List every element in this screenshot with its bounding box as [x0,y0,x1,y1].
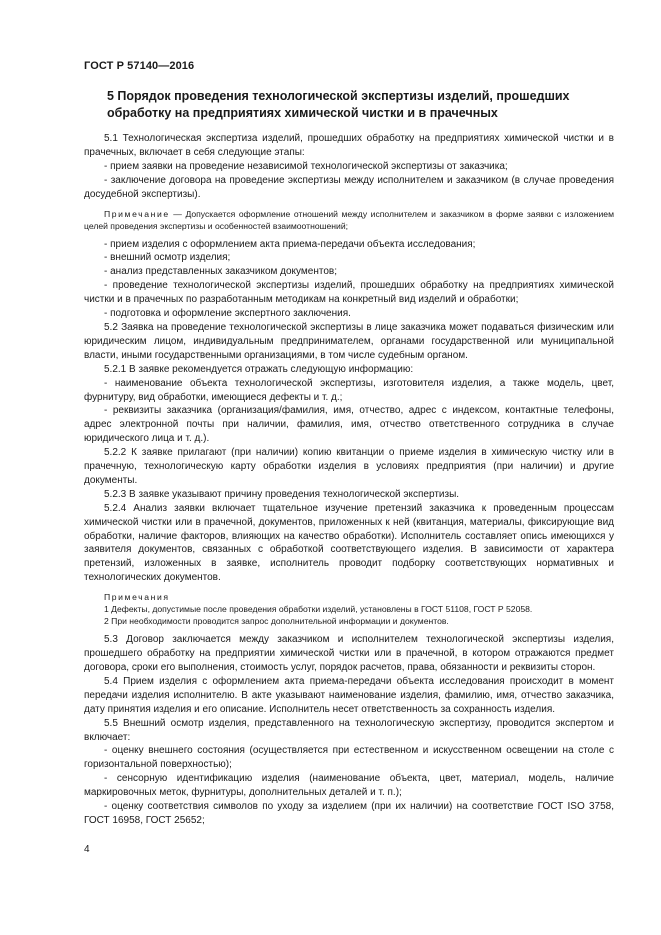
list-item: - подготовка и оформление экспертного заключения. [104,308,351,320]
list-item: - прием заявки на проведение независимой технологической экспертизы от заказчика; [104,160,508,172]
paragraph-5-2-4: 5.2.4 Анализ заявки включает тщательное изучение претензий заказчика к проведенным процессам химической чистки или в прачечной, документов, приложенных к ней (квитанция, материалы, фиксирующие вид обработки, наличие факторов, влияющих на качество обработки). Исполнитель составляет опись имеющихся у заявителя документов, связанных с обработкой соответствующего изделия. В зависимости от характера претензий, изложенных в заявке, исполнитель проводит подборку соответствующих нормативных и технологических документов. [84,502,614,584]
notes-block [84,591,614,627]
paragraph-5-3: 5.3 Договор заключается между заказчиком и исполнителем технологической экспертизы изделия, прошедшего обработку на предприятии химической чистки или в прачечной, в котором отражаются предмет договора, сроки его выполнения, стоимость услуг, порядок расчетов, права, обязанности и реквизиты сторон. [84,634,614,673]
paragraph-5-2-2: 5.2.2 К заявке прилагают (при наличии) копию квитанции о приеме изделия в химическую чистку или в прачечную, технологическую карту обработки изделия в условиях предприятия (при наличии) и другие документы. [84,447,614,486]
paragraph-5-5: 5.5 Внешний осмотр изделия, представленного на технологическую экспертизу, проводится экспертом и включает: [84,717,614,743]
section-title: 5 Порядок проведения технологической экспертизы изделий, прошедших обработку на предприятиях химической чистки и в прачечных [107,89,570,120]
note-1 [84,208,614,232]
list-item: - проведение технологической экспертизы изделий, прошедших обработку на предприятиях химической чистки и в прачечных по разработанным методикам на конкретный вид изделий и обработки; [84,280,614,306]
paragraph-5-2-3: 5.2.3 В заявке указывают причину проведения технологической экспертизы. [104,488,460,500]
paragraph-5-1: 5.1 Технологическая экспертиза изделий, прошедших обработку на предприятиях химической чистки и в прачечных, включает в себя следующие этапы: [84,133,614,158]
notes-label: Примечания [104,592,170,603]
list-item: - наименование объекта технологической экспертизы, изготовителя изделия, а также модель, цвет, фурнитуру, вид обработки, имеющиеся дефекты и т. д.; [84,377,614,403]
list-item: - оценку внешнего состояния (осуществляется при естественном и искусственном освещении на столе с горизонтальной поверхностью); [84,745,614,771]
notes-heading [84,591,614,603]
list-item: - заключение договора на проведение экспертизы между исполнителем и заказчиком (в случае проведения досудебной экспертизы). [84,174,614,200]
paragraph-5-4: 5.4 Прием изделия с оформлением акта приема-передачи объекта исследования происходит в момент передачи изделия исполнителю. В акте указывают наименование изделия, фамилию, имя, отчество заказчика, дату принятия изделия и его описание. Исполнитель несет ответственность за сохранность изделия. [84,675,614,715]
list-item: - сенсорную идентификацию изделия (наименование объекта, цвет, материал, модель, наличие маркировочных меток, фурнитуры, дополнительных деталей и т. п.); [84,773,614,799]
page-number: 4 [84,844,90,855]
paragraph-5-2: 5.2 Заявка на проведение технологической экспертизы в лице заказчика может подаваться физическим или юридическим лицом, индивидуальным предпринимателем, органами государственной или муниципальной власти, иными государственными организациями, в том числе судебным органом. [84,321,614,361]
list-item: - реквизиты заказчика (организация/фамилия, имя, отчество, адрес с индексом, контактные телефоны, адрес электронной почты при наличии, фамилия, имя, отчество ответственного сотрудника в случае юридического лица и т. д.). [84,405,614,445]
paragraph-5-2-1: 5.2.1 В заявке рекомендуется отражать следующую информацию: [104,363,414,375]
note-label: Примечание [104,208,170,219]
list-item: - анализ представленных заказчиком документов; [104,266,338,278]
list-item: - оценку соответствия символов по уходу за изделием (при их наличии) на соответствие ГОСТ ISO 3758, ГОСТ 16958, ГОСТ 25652; [84,801,614,826]
document-header: ГОСТ Р 57140—2016 [84,60,195,72]
document-body [84,132,614,828]
list-item: - прием изделия с оформлением акта приема-передачи объекта исследования; [104,238,476,250]
note-text: — Допускается оформление отношений между исполнителем и заказчиком в форме заявки с изложением целей проведения экспертизы и особенностей взаимоотношений; [84,208,614,231]
note-item: 1 Дефекты, допустимые после проведения обработки изделий, установлены в ГОСТ 51108, ГОСТ Р 52058. [104,604,533,615]
note-item: 2 При необходимости проводится запрос дополнительной информации и документов. [104,616,449,627]
list-item: - внешний осмотр изделия; [104,252,231,264]
